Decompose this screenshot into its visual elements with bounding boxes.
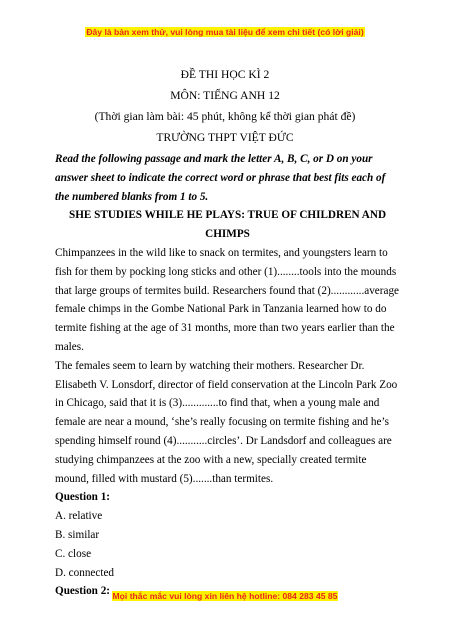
question-1-option-d: D. connected [55, 566, 115, 579]
document-body [55, 150, 400, 601]
question-1-option-a: A. relative [55, 510, 103, 523]
hotline-banner [0, 591, 450, 601]
exam-subject: MÔN: TIẾNG ANH 12 [170, 89, 280, 102]
instruction-text: Read the following passage and mark the letter A, B, C, or D on your answer sheet to indicate the correct word or phrase that best fits each of the numbered blanks from 1 to 5. [55, 153, 386, 203]
passage-paragraph-1: Chimpanzees in the wild like to snack on termites, and youngsters learn to fish for them by pocking long sticks and other (1)........tools into the mounds that large groups of termites build. Researchers found that (2)............average female chimps in the Gombe National Park in Tanzania learned how to do termite fishing at the age of 31 months, more than two years earlier than the males. [55, 246, 400, 353]
question-1-label: Question 1: [55, 491, 111, 504]
exam-duration: (Thời gian làm bài: 45 phút, không kể thời gian phát đề) [94, 110, 356, 123]
school-name: TRƯỜNG THPT VIỆT ĐỨC [156, 131, 294, 144]
preview-notice-banner [0, 27, 450, 37]
preview-notice-text: Đây là bản xem thử, vui lòng mua tài liệu để xem chi tiết (có lời giải) [86, 27, 364, 37]
passage-title: SHE STUDIES WHILE HE PLAYS: TRUE OF CHILDREN AND CHIMPS [68, 209, 387, 241]
passage-paragraph-2: The females seem to learn by watching their mothers. Researcher Dr. Elisabeth V. Lonsdorf, director of field conservation at the Lincoln Park Zoo in Chicago, said that it is (3).............to find that, when a young male and female are near a mound, ‘she’s really focusing on termite fishing and he’s spending himself round (4)...........circles’. Dr Landsdorf and colleagues are studying chimpanzees at the zoo with a new, specially created termite mound, filled with mustard (5).......than termites. [55, 359, 398, 485]
hotline-text: Mọi thắc mắc vui lòng xin liên hệ hotline: 084 283 45 85 [112, 591, 338, 601]
question-1-option-c: C. close [55, 547, 92, 560]
exam-title: ĐỀ THI HỌC KÌ 2 [180, 68, 270, 81]
question-1-option-b: B. similar [55, 528, 100, 541]
question-2-label: Question 2: [55, 585, 111, 598]
